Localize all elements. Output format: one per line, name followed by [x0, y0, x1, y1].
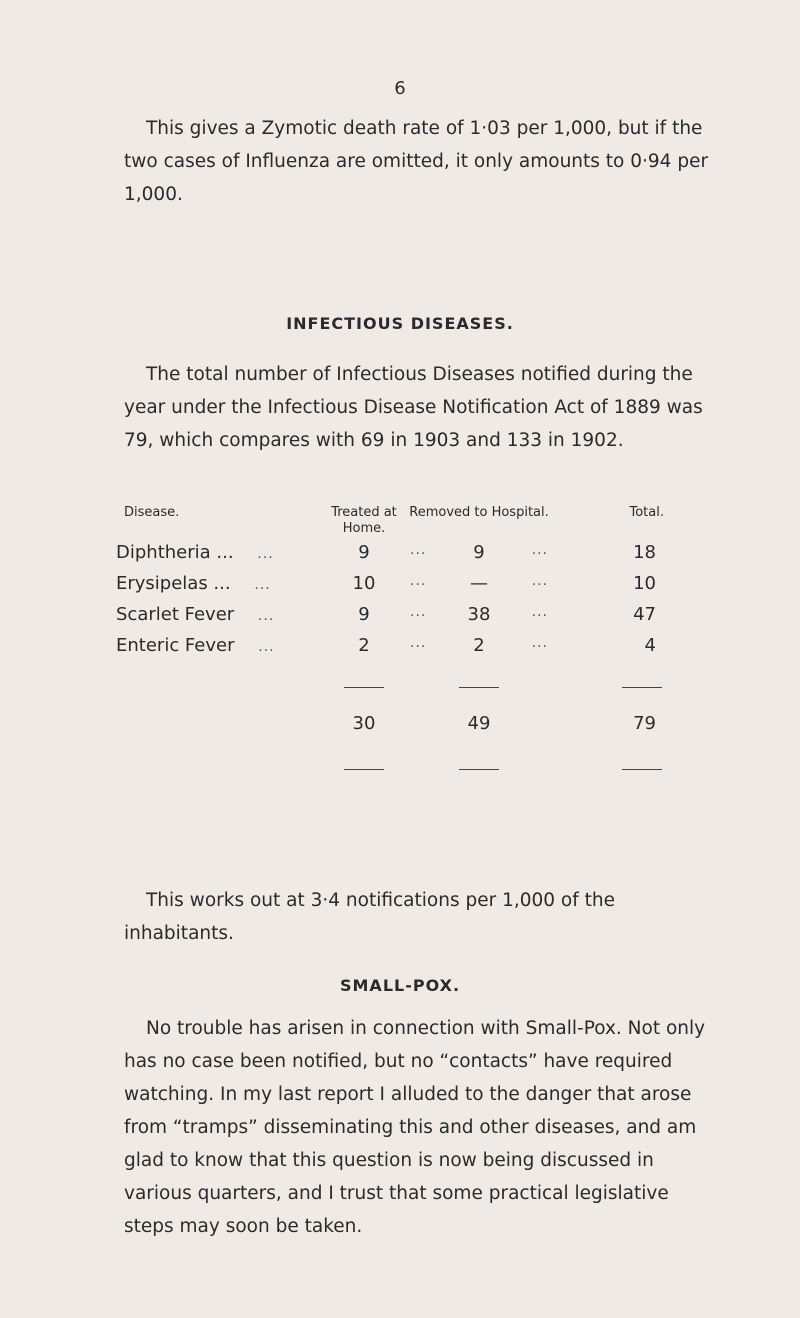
- total-value: 4: [644, 635, 656, 656]
- total-value: 18: [633, 542, 656, 563]
- treated-home-value: 9: [358, 542, 370, 563]
- rule-row: [114, 661, 666, 703]
- table-header-row: [114, 505, 666, 537]
- treated-home-value: 2: [358, 635, 370, 656]
- header-total: Total.: [629, 505, 664, 520]
- disease-name: Erysipelas ... ...: [116, 573, 271, 594]
- treated-home-value: 9: [358, 604, 370, 625]
- total-value: 47: [633, 604, 656, 625]
- small-pox-paragraph: No trouble has arisen in connection with Small-Pox. Not only has no case been notified, but no “contacts” have required watching. In my last report I alluded to the danger that arose from “tramps” disseminating this and other diseases, and am glad to know that this question is now being discussed in various quarters, and I trust that some practical legislative steps may soon be taken.: [124, 1018, 706, 1237]
- removed-hospital-value: ... 38 ...: [410, 604, 548, 625]
- table-row: [114, 599, 666, 630]
- header-treated-at-home: Treated at Home.: [331, 505, 397, 536]
- divider: [622, 769, 662, 770]
- removed-hospital-value: ... — ...: [410, 573, 548, 594]
- disease-name: Enteric Fever ...: [116, 635, 275, 656]
- total-hospital: 49: [467, 712, 491, 734]
- divider: [344, 769, 384, 770]
- removed-hospital-value: ... 9 ...: [410, 542, 548, 563]
- divider: [344, 687, 384, 688]
- page-number: 6: [394, 78, 406, 99]
- infectious-diseases-table: [114, 505, 666, 785]
- divider: [459, 769, 499, 770]
- infectious-diseases-heading: INFECTIOUS DISEASES.: [286, 314, 514, 333]
- intro-paragraph: This gives a Zymotic death rate of 1·03 per 1,000, but if the two cases of Influenza are omitted, it only amounts to 0·94 per 1,000.: [124, 118, 709, 205]
- infectious-diseases-paragraph: The total number of Infectious Diseases notified during the year under the Infectious Disease Notification Act of 1889 was 79, which compares with 69 in 1903 and 133 in 1902.: [124, 364, 703, 451]
- disease-name: Diphtheria ... ...: [116, 542, 274, 563]
- divider: [459, 687, 499, 688]
- totals-row: [114, 703, 666, 743]
- table-row: [114, 568, 666, 599]
- disease-name: Scarlet Fever ...: [116, 604, 275, 625]
- rule-row: [114, 743, 666, 785]
- total-value: 10: [633, 573, 656, 594]
- treated-home-value: 10: [352, 573, 376, 594]
- divider: [622, 687, 662, 688]
- notifications-rate-paragraph: This works out at 3·4 notifications per 1,000 of the inhabitants.: [124, 890, 616, 944]
- header-removed-to-hospital: Removed to Hospital.: [409, 505, 549, 520]
- table-row: [114, 537, 666, 568]
- removed-hospital-value: ... 2 ...: [410, 635, 548, 656]
- small-pox-heading: SMALL-POX.: [339, 976, 461, 995]
- grand-total: 79: [633, 712, 656, 734]
- header-disease: Disease.: [124, 505, 180, 520]
- total-home: 30: [352, 712, 376, 734]
- table-row: [114, 630, 666, 661]
